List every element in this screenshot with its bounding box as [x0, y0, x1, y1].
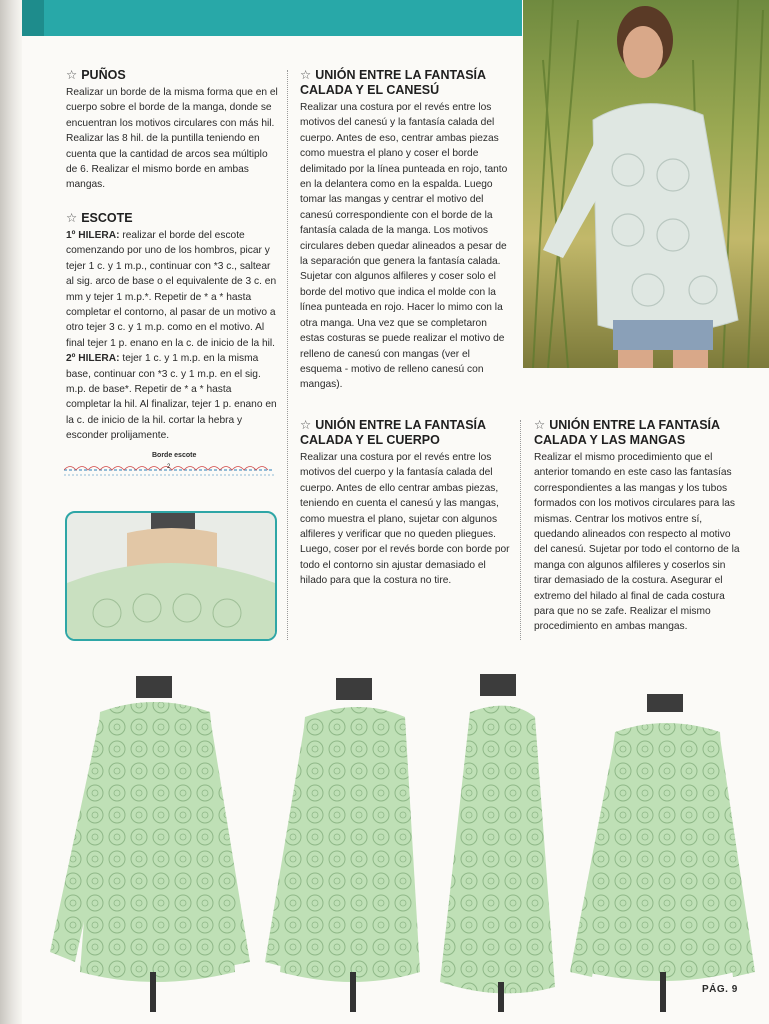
star-icon: ☆ — [534, 418, 546, 432]
garment-views-photos — [40, 672, 760, 1012]
section-union-mangas — [534, 418, 742, 635]
section-title: ESCOTE — [81, 211, 133, 225]
page-number: PÁG. 9 — [702, 984, 738, 995]
star-icon: ☆ — [66, 211, 78, 225]
section-text: Realizar el mismo procedimiento que el anterior tomando en este caso las fantasías correspondientes a las mangas y los tubos formados con los motivos circulares para las mismas. Centrar los motivos entre sí, quedando alineados con respecto al motivo del canesú. Sujetar por todo el contorno de la manga con algunos alfileres y coserlos sin tirar demasiado de la costura. Asegurar el extremo del hilado al final de cada costura para que no se zafe. Realizar el mismo procedimiento en ambas mangas. — [534, 452, 740, 633]
star-icon: ☆ — [300, 418, 312, 432]
row-text: tejer 1 c. y 1 m.p. en la misma base, continuar con *3 c. y 1 m.p. en el sig. m.p. de base*. Repetir de * a * hasta completar la hil. Al finalizar, tejer 1 p. enano en la c. de inicio de la hil. cortar la hebra y esconder prolijamente. — [66, 353, 277, 442]
page-binding-shadow — [0, 0, 22, 1024]
section-text: Realizar una costura por el revés entre los motivos del cuerpo y la fantasía calada del cuerpo. Antes de ello centrar ambas piezas, teniendo en cuenta el canesú y las mangas, como muestra el plano, sujetar con algunos alfileres y verificar que no queden pliegues. Luego, coser por el revés borde con borde por todo el contorno sin ajustar demasiado el hilado para que la costura no tire. — [300, 452, 510, 587]
header-color-bar — [22, 0, 522, 36]
garment-side-view — [440, 674, 555, 1012]
row-label: 1º HILERA: — [66, 230, 120, 241]
section-title: UNIÓN ENTRE LA FANTASÍA CALADA Y EL CANESÚ — [300, 68, 486, 97]
crochet-border-diagram — [64, 461, 274, 477]
neckline-detail-photo — [65, 511, 277, 641]
section-union-cuerpo — [300, 418, 512, 589]
star-icon: ☆ — [66, 68, 78, 82]
section-escote — [66, 211, 278, 444]
section-text: Realizar una costura por el revés entre los motivos del canesú y la fantasía calada del cuerpo. Antes de eso, centrar ambas piezas como muestra el plano y coser el borde delimitado por la línea punteada en rojo, tanto en la delantera como en la espalda. Luego tomar las mangas y centrar el motivo del canesú correspondiente con el borde de la fantasía calada de la manga. Los motivos circulares deben quedar alineados a pesar de la separación que genera la fantasía calada. Sujetar con algunos alfileres y coser solo el borde del motivo que indica el molde con la línea punteada en rojo. Hacer lo mimo con la otra manga. Una vez que se completaron estas costuras se puede realizar el motivo de relleno de canesú con mangas (ver el esquema - motivo de relleno canesú con mangas). — [300, 102, 508, 391]
row-label: 2º HILERA: — [66, 353, 120, 365]
section-title: UNIÓN ENTRE LA FANTASÍA CALADA Y EL CUERPO — [300, 418, 486, 447]
diagram-marker: 2 — [167, 464, 171, 470]
section-union-canesu — [300, 68, 512, 393]
column-divider — [287, 70, 288, 640]
row-text: realizar el borde del escote comenzando por uno de los hombros, picar y tejer 1 c. y 1 m.p., continuar con *3 c., saltear al sig. arco de base o el equivalente de 3 c. en mm y tejer 1 m.p.*. Repetir de * a * hasta completar el contorno, al pasar de un motivo a otro tejer 3 c. y 1 m.p. como en el motivo. Al final tejer 1 p. enano en la c. de inicio de la hil. — [66, 230, 277, 349]
column-divider — [520, 420, 521, 640]
section-text: Realizar un borde de la misma forma que en el cuerpo sobre el borde de la manga, donde se encuentran los motivos circulares con más hil. Realizar las 8 hil. de la puntilla teniendo en cuenta que la cantidad de arcos sea múltiplo de 6. Realizar el mismo borde en ambas mangas. — [66, 87, 278, 191]
garment-back-view — [570, 694, 755, 1012]
section-title: UNIÓN ENTRE LA FANTASÍA CALADA Y LAS MANGAS — [534, 418, 720, 447]
section-punos — [66, 68, 278, 193]
star-icon: ☆ — [300, 68, 312, 82]
garment-front-view — [50, 676, 250, 1012]
section-title: PUÑOS — [81, 68, 126, 82]
diagram-title: Borde escote — [152, 452, 197, 459]
model-photo — [523, 0, 769, 368]
garment-three-quarter-view — [265, 678, 420, 1012]
